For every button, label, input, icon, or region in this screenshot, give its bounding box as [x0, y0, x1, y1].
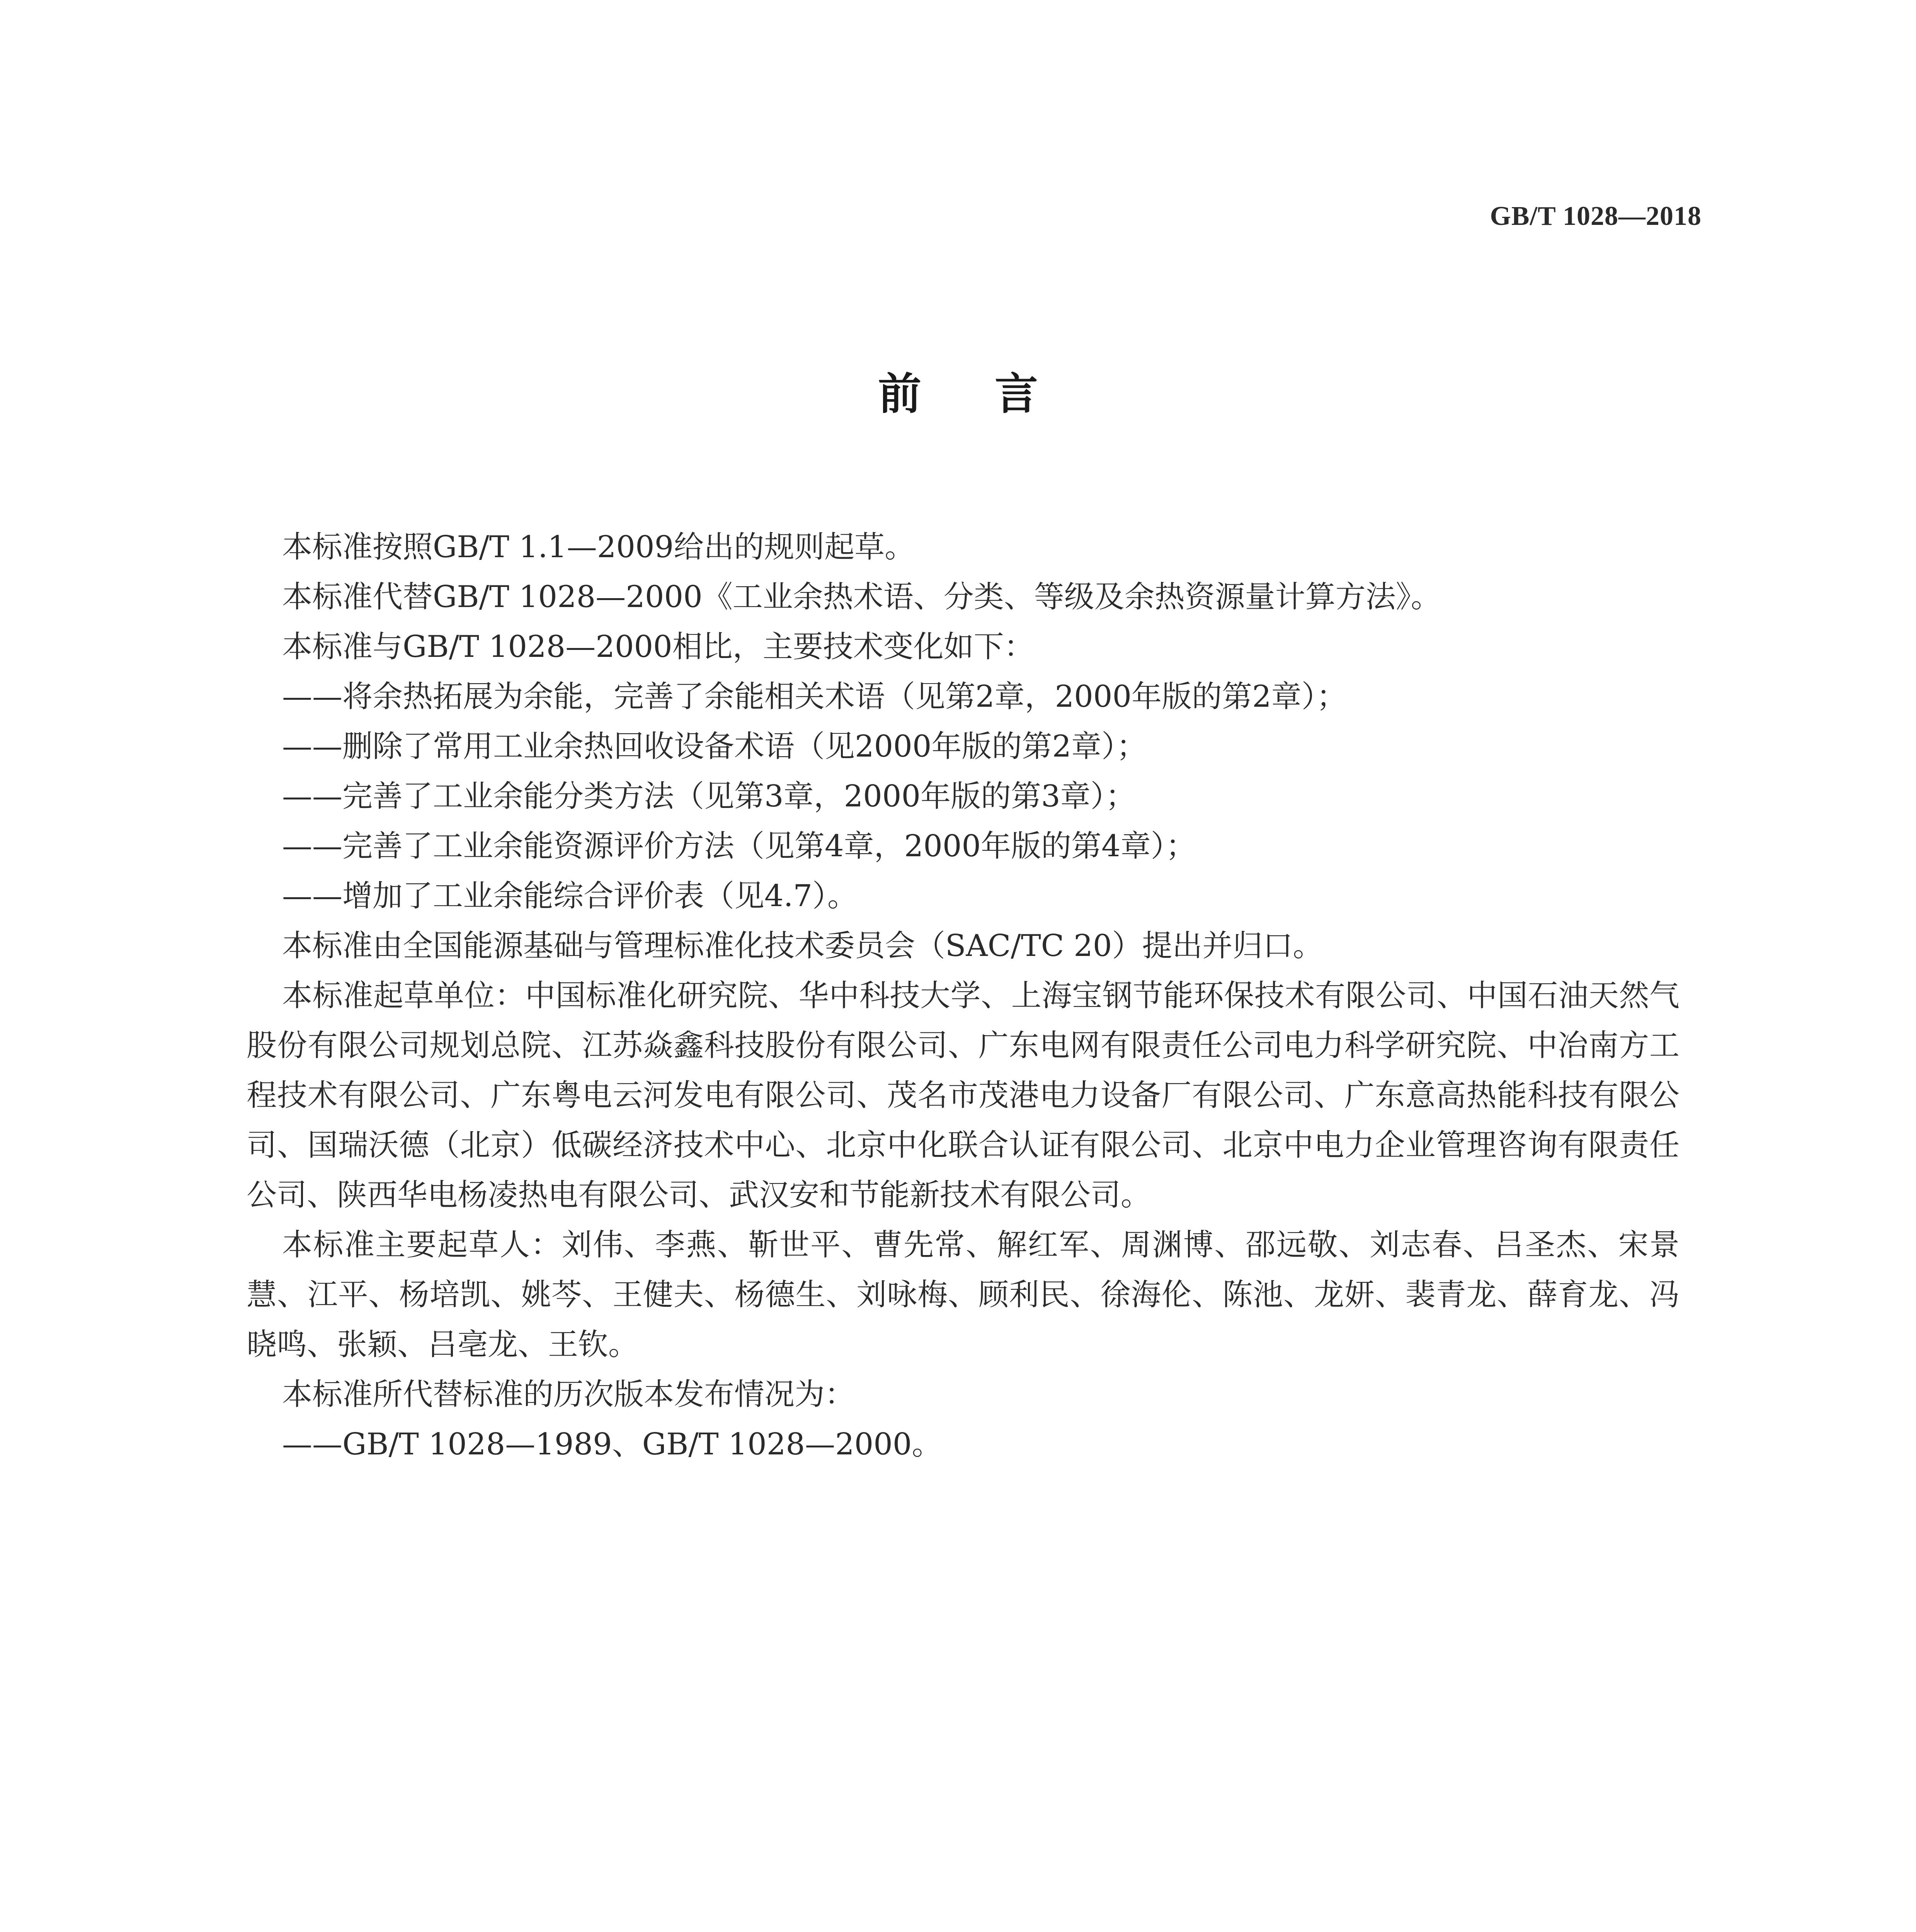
change-item: ——删除了常用工业余热回收设备术语（见2000年版的第2章）； [282, 729, 1147, 764]
change-item: ——完善了工业余能分类方法（见第3章，2000年版的第3章）； [282, 779, 1136, 814]
paragraph-drafting-rules: 本标准按照GB/T 1.1—2009给出的规则起草。 [282, 530, 915, 565]
standard-code: GB/T 1028—2018 [1490, 201, 1702, 231]
paragraph-changes-intro: 本标准与GB/T 1028—2000相比，主要技术变化如下： [282, 629, 1034, 664]
paragraph-proposed-by: 本标准由全国能源基础与管理标准化技术委员会（SAC/TC 20）提出并归口。 [282, 929, 1323, 963]
paragraph-drafting-units: 本标准起草单位：中国标准化研究院、华中科技大学、上海宝钢节能环保技术有限公司、中国石油天然气股份有限公司规划总院、江苏焱鑫科技股份有限公司、广东电网有限责任公司电力科学研究院、中冶南方工程技术有限公司、广东粤电云河发电有限公司、茂名市茂港电力设备厂有限公司、广东意高热能科技有限公司、国瑞沃德（北京）低碳经济技术中心、北京中化联合认证有限公司、北京中电力企业管理咨询有限责任公司、陕西华电杨凌热电有限公司、武汉安和节能新技术有限公司。 [247, 978, 1679, 1213]
paragraph-history-intro: 本标准所代替标准的历次版本发布情况为： [282, 1377, 855, 1412]
change-item: ——完善了工业余能资源评价方法（见第4章，2000年版的第4章）； [282, 829, 1196, 864]
preface-body [247, 522, 1679, 1469]
change-item: ——将余热拓展为余能，完善了余能相关术语（见第2章，2000年版的第2章）； [282, 679, 1347, 714]
page-title: 前言 [878, 369, 1111, 419]
paragraph-drafters: 本标准主要起草人：刘伟、李燕、靳世平、曹先常、解红军、周渊博、邵远敬、刘志春、吕圣杰、宋景慧、江平、杨培凯、姚芩、王健夫、杨德生、刘咏梅、顾利民、徐海伦、陈池、龙妍、裴青龙、薛育龙、冯晓鸣、张颖、吕亳龙、王钦。 [247, 1228, 1679, 1362]
change-item: ——增加了工业余能综合评价表（见4.7）。 [282, 879, 858, 913]
paragraph-replaces: 本标准代替GB/T 1028—2000《工业余热术语、分类、等级及余热资源量计算方法》。 [282, 580, 1441, 614]
history-item: ——GB/T 1028—1989、GB/T 1028—2000。 [282, 1427, 942, 1462]
